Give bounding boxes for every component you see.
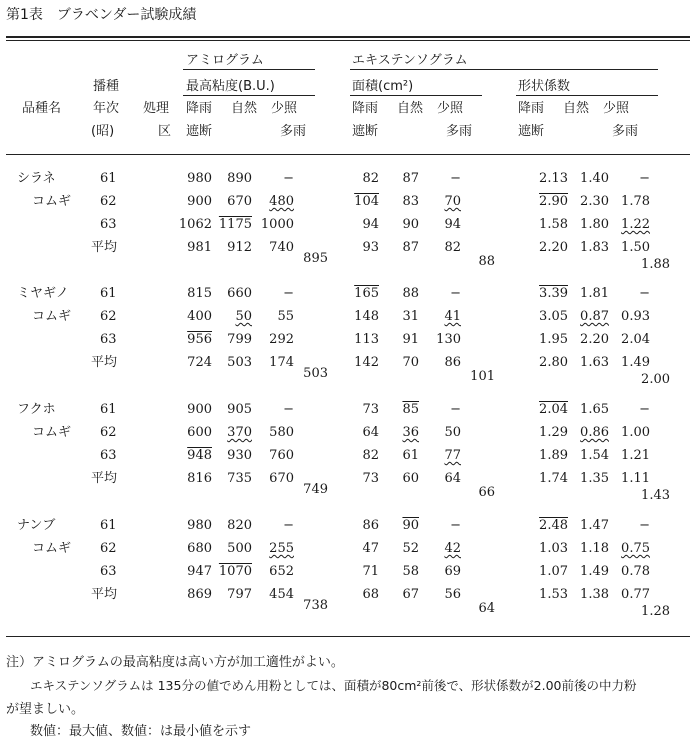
year-cell: 平均: [91, 240, 118, 255]
value-a-2: −: [283, 518, 294, 533]
note-1: 注）アミログラムの最高粘度は高い方が加工適性がよい。: [6, 655, 344, 670]
variety-name-2: コムギ: [32, 194, 72, 209]
top-rule-inner: [6, 40, 690, 41]
average-shape-factor: 1.28: [641, 604, 670, 619]
value-b-2: −: [450, 402, 461, 417]
value-b-2: 70: [444, 194, 461, 209]
value-b-1: 70: [402, 355, 419, 370]
max-viscosity-header: 最高粘度(B.U.): [186, 79, 275, 94]
value-c-2: −: [639, 402, 650, 417]
value-b-1: 61: [402, 448, 419, 463]
low-light-header-2: 多雨: [280, 124, 307, 139]
value-a-0: 981: [187, 240, 212, 255]
value-a-1: 1175: [218, 217, 252, 232]
year-cell: 63: [100, 564, 117, 579]
low-light-header: 少照: [603, 101, 630, 116]
year-cell: 62: [100, 309, 117, 324]
year-cell: 平均: [91, 355, 118, 370]
value-c-2: −: [639, 286, 650, 301]
value-b-1: 31: [402, 309, 419, 324]
value-a-1: 912: [227, 240, 252, 255]
extensogram-underline: [350, 69, 658, 70]
value-c-2: 1.00: [621, 425, 650, 440]
average-area: 66: [478, 485, 495, 500]
note-2: エキステンソグラムは 135分の値でめん用粉としては、面積が80cm²前後で、形状係数が2.00前後の中力粉: [30, 678, 637, 693]
value-b-2: 130: [436, 332, 461, 347]
value-b-0: 148: [354, 309, 379, 324]
value-a-2: 55: [277, 309, 294, 324]
area-underline: [350, 95, 482, 96]
value-c-1: 0.86: [580, 425, 609, 440]
value-c-0: 2.20: [539, 240, 568, 255]
value-b-2: 50: [444, 425, 461, 440]
value-a-0: 948: [187, 448, 212, 463]
value-c-0: 1.53: [539, 587, 568, 602]
value-c-1: 1.54: [580, 448, 609, 463]
value-a-0: 956: [187, 332, 212, 347]
average-area: 88: [478, 254, 495, 269]
value-c-1: 0.87: [580, 309, 609, 324]
year-cell: 62: [100, 541, 117, 556]
value-c-0: 1.74: [539, 471, 568, 486]
value-b-2: 64: [444, 471, 461, 486]
rain-shelter-header-2: 遮断: [186, 124, 213, 139]
variety-name-2: コムギ: [32, 541, 72, 556]
value-c-2: 0.75: [621, 541, 650, 556]
value-c-2: 1.78: [621, 194, 650, 209]
average-viscosity: 738: [303, 598, 328, 613]
note-3: が望ましい。: [6, 702, 85, 717]
low-light-header-2: 多雨: [446, 124, 473, 139]
variety-name-2: コムギ: [32, 425, 72, 440]
value-c-2: 0.78: [621, 564, 650, 579]
value-c-1: 1.63: [580, 355, 609, 370]
value-a-2: 1000: [260, 217, 294, 232]
value-a-1: 500: [227, 541, 252, 556]
low-light-header: 少照: [271, 101, 298, 116]
value-a-0: 680: [187, 541, 212, 556]
value-a-0: 600: [187, 425, 212, 440]
rain-shelter-header: 降雨: [352, 101, 379, 116]
value-c-0: 1.07: [539, 564, 568, 579]
average-shape-factor: 1.43: [641, 488, 670, 503]
value-b-0: 94: [362, 217, 379, 232]
value-a-1: 660: [227, 286, 252, 301]
value-c-1: 1.81: [580, 286, 609, 301]
value-c-2: 1.21: [621, 448, 650, 463]
value-b-1: 52: [402, 541, 419, 556]
value-b-1: 90: [402, 217, 419, 232]
value-b-0: 82: [362, 171, 379, 186]
top-rule: [6, 36, 690, 38]
year-cell: 63: [100, 332, 117, 347]
value-a-1: 799: [227, 332, 252, 347]
year-cell: 61: [100, 171, 117, 186]
value-a-1: 930: [227, 448, 252, 463]
rain-shelter-header-2: 遮断: [518, 124, 545, 139]
area-header: 面積(cm²): [352, 79, 414, 94]
value-a-1: 905: [227, 402, 252, 417]
value-c-2: 2.04: [621, 332, 650, 347]
year-cell: 63: [100, 448, 117, 463]
value-b-0: 47: [362, 541, 379, 556]
year-cell: 62: [100, 425, 117, 440]
value-c-2: 1.22: [621, 217, 650, 232]
value-a-1: 670: [227, 194, 252, 209]
average-viscosity: 895: [303, 251, 328, 266]
shape-factor-header: 形状係数: [518, 79, 571, 94]
value-a-0: 980: [187, 518, 212, 533]
value-b-1: 90: [402, 518, 419, 533]
value-a-2: −: [283, 402, 294, 417]
value-c-0: 2.13: [539, 171, 568, 186]
value-c-0: 1.29: [539, 425, 568, 440]
year-cell: 平均: [91, 471, 118, 486]
value-c-1: 2.20: [580, 332, 609, 347]
value-b-2: −: [450, 286, 461, 301]
value-c-0: 3.05: [539, 309, 568, 324]
natural-header: 自然: [397, 101, 424, 116]
value-a-2: −: [283, 286, 294, 301]
value-c-1: 1.65: [580, 402, 609, 417]
value-b-1: 83: [402, 194, 419, 209]
value-c-0: 2.48: [539, 518, 568, 533]
value-c-1: 1.80: [580, 217, 609, 232]
value-c-0: 1.89: [539, 448, 568, 463]
value-a-1: 370: [227, 425, 252, 440]
value-c-1: 1.38: [580, 587, 609, 602]
value-a-1: 50: [235, 309, 252, 324]
value-a-2: 454: [269, 587, 294, 602]
value-c-2: 0.77: [621, 587, 650, 602]
value-c-2: −: [639, 171, 650, 186]
value-c-1: 1.18: [580, 541, 609, 556]
value-a-0: 400: [187, 309, 212, 324]
bottom-rule: [6, 636, 690, 637]
value-b-1: 85: [402, 402, 419, 417]
value-b-2: 42: [444, 541, 461, 556]
value-c-2: 1.11: [621, 471, 650, 486]
value-a-2: 740: [269, 240, 294, 255]
value-c-1: 1.49: [580, 564, 609, 579]
value-b-1: 36: [402, 425, 419, 440]
rain-shelter-header: 降雨: [518, 101, 545, 116]
year-cell: 61: [100, 286, 117, 301]
rain-shelter-header: 降雨: [186, 101, 213, 116]
year-header-3: (昭): [91, 124, 115, 139]
value-a-2: 580: [269, 425, 294, 440]
value-b-0: 104: [354, 194, 379, 209]
value-b-0: 73: [362, 471, 379, 486]
year-cell: 平均: [91, 587, 118, 602]
value-b-1: 67: [402, 587, 419, 602]
extensogram-header: エキステンソグラム: [352, 53, 468, 68]
value-c-1: 1.83: [580, 240, 609, 255]
value-a-0: 900: [187, 194, 212, 209]
table-title: 第1表 ブラベンダー試験成績: [6, 7, 197, 23]
value-c-2: 1.50: [621, 240, 650, 255]
value-b-0: 113: [354, 332, 379, 347]
treatment-header-2: 区: [158, 124, 172, 139]
value-b-2: 69: [444, 564, 461, 579]
variety-name: ナンブ: [17, 518, 56, 533]
value-b-0: 73: [362, 402, 379, 417]
header-bottom-rule: [6, 154, 690, 155]
amylogram-header: アミログラム: [186, 53, 264, 68]
value-c-0: 1.58: [539, 217, 568, 232]
value-c-0: 1.03: [539, 541, 568, 556]
value-a-2: −: [283, 171, 294, 186]
value-b-1: 87: [402, 171, 419, 186]
value-a-2: 292: [269, 332, 294, 347]
value-c-0: 3.39: [539, 286, 568, 301]
value-b-0: 165: [354, 286, 379, 301]
value-c-2: −: [639, 518, 650, 533]
value-b-0: 64: [362, 425, 379, 440]
amylogram-underline: [183, 69, 315, 70]
value-b-2: 86: [444, 355, 461, 370]
year-header-2: 年次: [93, 101, 120, 116]
average-viscosity: 749: [303, 482, 328, 497]
value-b-0: 142: [354, 355, 379, 370]
max-viscosity-underline: [183, 95, 315, 96]
value-a-0: 869: [187, 587, 212, 602]
value-c-0: 1.95: [539, 332, 568, 347]
value-a-1: 890: [227, 171, 252, 186]
value-b-0: 82: [362, 448, 379, 463]
year-header-1: 播種: [93, 79, 120, 94]
year-cell: 63: [100, 217, 117, 232]
value-a-0: 900: [187, 402, 212, 417]
low-light-header-2: 多雨: [612, 124, 639, 139]
variety-name: フクホ: [17, 402, 56, 417]
average-viscosity: 503: [303, 366, 328, 381]
year-cell: 61: [100, 518, 117, 533]
value-a-2: 174: [269, 355, 294, 370]
average-area: 101: [470, 369, 495, 384]
note-4: 数値：最大値、数値：は最小値を示す: [30, 724, 252, 739]
value-b-2: 56: [444, 587, 461, 602]
value-c-2: 0.93: [621, 309, 650, 324]
natural-header: 自然: [563, 101, 590, 116]
average-area: 64: [478, 601, 495, 616]
value-b-2: −: [450, 171, 461, 186]
value-c-1: 1.35: [580, 471, 609, 486]
value-b-0: 86: [362, 518, 379, 533]
value-b-0: 71: [362, 564, 379, 579]
variety-name-2: コムギ: [32, 309, 72, 324]
value-b-0: 93: [362, 240, 379, 255]
year-cell: 61: [100, 402, 117, 417]
shape-factor-underline: [516, 95, 658, 96]
value-b-1: 58: [402, 564, 419, 579]
treatment-header-1: 処理: [143, 101, 170, 116]
value-a-1: 503: [227, 355, 252, 370]
value-b-2: 41: [444, 309, 461, 324]
natural-header: 自然: [231, 101, 258, 116]
value-a-2: 255: [269, 541, 294, 556]
value-b-2: 77: [444, 448, 461, 463]
average-shape-factor: 1.88: [641, 257, 670, 272]
value-a-0: 815: [187, 286, 212, 301]
value-a-0: 724: [187, 355, 212, 370]
rain-shelter-header-2: 遮断: [352, 124, 379, 139]
value-a-2: 652: [269, 564, 294, 579]
value-b-1: 60: [402, 471, 419, 486]
value-c-1: 1.47: [580, 518, 609, 533]
value-a-2: 670: [269, 471, 294, 486]
variety-name: シラネ: [17, 171, 56, 186]
average-shape-factor: 2.00: [641, 372, 670, 387]
value-b-2: 94: [444, 217, 461, 232]
value-c-0: 2.90: [539, 194, 568, 209]
value-c-0: 2.04: [539, 402, 568, 417]
year-cell: 62: [100, 194, 117, 209]
value-c-0: 2.80: [539, 355, 568, 370]
low-light-header: 少照: [437, 101, 464, 116]
value-a-1: 820: [227, 518, 252, 533]
variety-name: ミヤギノ: [17, 286, 69, 301]
value-b-2: −: [450, 518, 461, 533]
value-c-1: 2.30: [580, 194, 609, 209]
value-b-2: 82: [444, 240, 461, 255]
value-c-1: 1.40: [580, 171, 609, 186]
value-b-1: 91: [402, 332, 419, 347]
value-b-1: 88: [402, 286, 419, 301]
value-b-1: 87: [402, 240, 419, 255]
value-a-1: 797: [227, 587, 252, 602]
value-b-0: 68: [362, 587, 379, 602]
value-a-1: 735: [227, 471, 252, 486]
value-a-1: 1070: [218, 564, 252, 579]
value-a-0: 947: [187, 564, 212, 579]
value-a-2: 480: [269, 194, 294, 209]
value-a-0: 816: [187, 471, 212, 486]
variety-header: 品種名: [22, 101, 62, 116]
value-c-2: 1.49: [621, 355, 650, 370]
value-a-2: 760: [269, 448, 294, 463]
value-a-0: 1062: [178, 217, 212, 232]
value-a-0: 980: [187, 171, 212, 186]
